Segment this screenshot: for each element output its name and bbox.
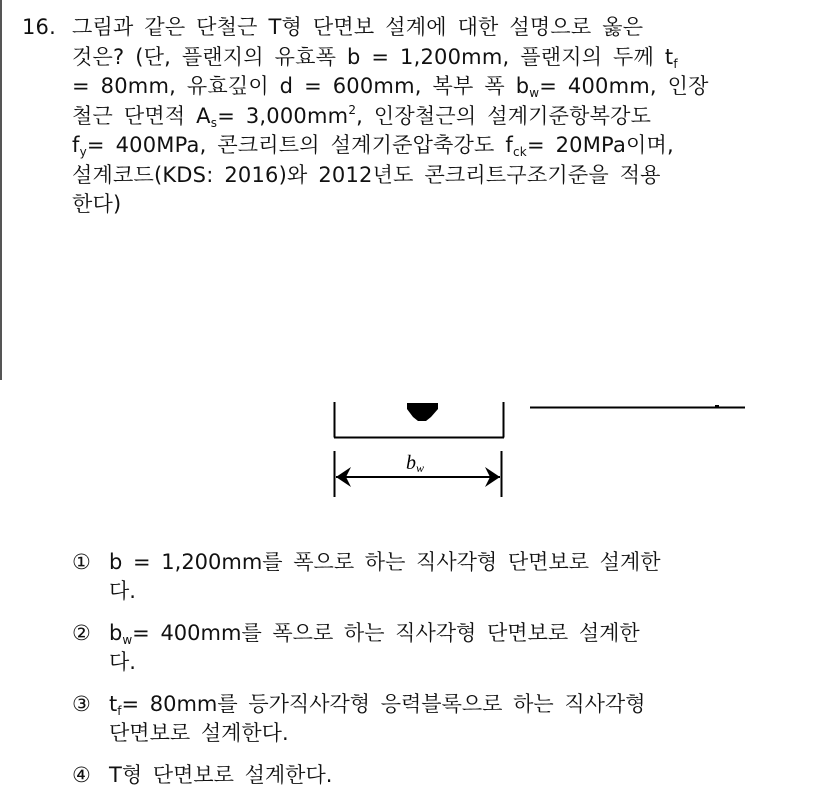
rebar-icon (407, 403, 438, 421)
question-text-line-5a: f (72, 133, 80, 157)
option-3[interactable] (72, 690, 812, 748)
option-marker-1: ① (72, 550, 91, 574)
option-1[interactable] (72, 548, 812, 606)
left-margin-rule (0, 0, 2, 380)
option-1-line-1: b = 1,200mm를 폭으로 하는 직사각형 단면보로 설계한 (109, 550, 661, 574)
question-text-line-3b: = 400mm, 인장 (539, 74, 709, 98)
option-text-1 (109, 548, 661, 606)
question-text-line-4c: , 인장철근의 설계기준항복강도 (356, 103, 652, 128)
subscript-ck: ck (512, 145, 527, 159)
option-3-line-2: 단면보로 설계한다. (109, 721, 289, 745)
subscript-w: w (529, 86, 540, 100)
option-3-line-1 (109, 690, 646, 719)
question-block (22, 13, 812, 220)
bw-dimension-label: bw (406, 452, 425, 475)
option-3-text: = 80mm를 등가직사각형 응력블록으로 하는 직사각형 (121, 692, 646, 716)
option-2-text: = 400mm를 폭으로 하는 직사각형 단면보로 설계한 (132, 621, 640, 645)
subscript-s: s (210, 115, 218, 130)
option-marker-2: ② (72, 621, 91, 645)
question-text-line-4a: 철근 단면적 A (72, 103, 211, 128)
question-text-line-1: 그림과 같은 단철근 T형 단면보 설계에 대한 설명으로 옳은 (72, 15, 644, 39)
superscript-2: 2 (348, 102, 357, 117)
question-line-6: 설계코드(KDS: 2016)와 2012년도 콘크리트구조기준을 적용 (72, 162, 661, 187)
option-text-4 (109, 761, 332, 790)
option-2-var: b (109, 621, 123, 645)
question-text-line-3a: = 80mm, 유효깊이 d = 600mm, 복부 폭 b (72, 74, 530, 98)
question-line-1 (22, 13, 812, 43)
bw-dimension (335, 451, 502, 497)
question-text-line-4b: = 3,000mm (217, 103, 349, 128)
t-beam-figure (300, 380, 770, 510)
option-text-3 (109, 690, 646, 748)
question-line-5 (22, 131, 812, 161)
option-3-subscript: f (117, 704, 122, 718)
question-number: 16. (22, 15, 56, 39)
question-text-line-5c: = 20MPa이며, (526, 133, 674, 157)
option-marker-4: ④ (72, 763, 91, 787)
question-line-7: 한다) (72, 192, 122, 216)
question-line-4 (22, 102, 812, 132)
option-2-subscript: w (122, 633, 133, 647)
option-text-2 (109, 619, 640, 677)
subscript-f: f (673, 56, 678, 71)
question-text-line-5b: = 400MPa, 콘크리트의 설계기준압축강도 f (86, 133, 513, 157)
flange-mark (715, 405, 719, 407)
question-line-3 (22, 72, 812, 102)
option-1-line-2: 다. (109, 579, 136, 603)
option-2[interactable] (72, 619, 812, 677)
option-2-line-1 (109, 619, 640, 648)
option-4[interactable] (72, 761, 812, 790)
option-3-var: t (109, 692, 118, 716)
question-line-2 (22, 43, 812, 73)
subscript-y: y (79, 145, 87, 159)
option-4-line-1: T형 단면보로 설계한다. (109, 763, 333, 787)
question-text-line-2: 것은? (단, 플랜지의 유효폭 b = 1,200mm, 플랜지의 두께 t (72, 44, 674, 69)
option-marker-3: ③ (72, 692, 91, 716)
option-2-line-2: 다. (109, 650, 136, 674)
